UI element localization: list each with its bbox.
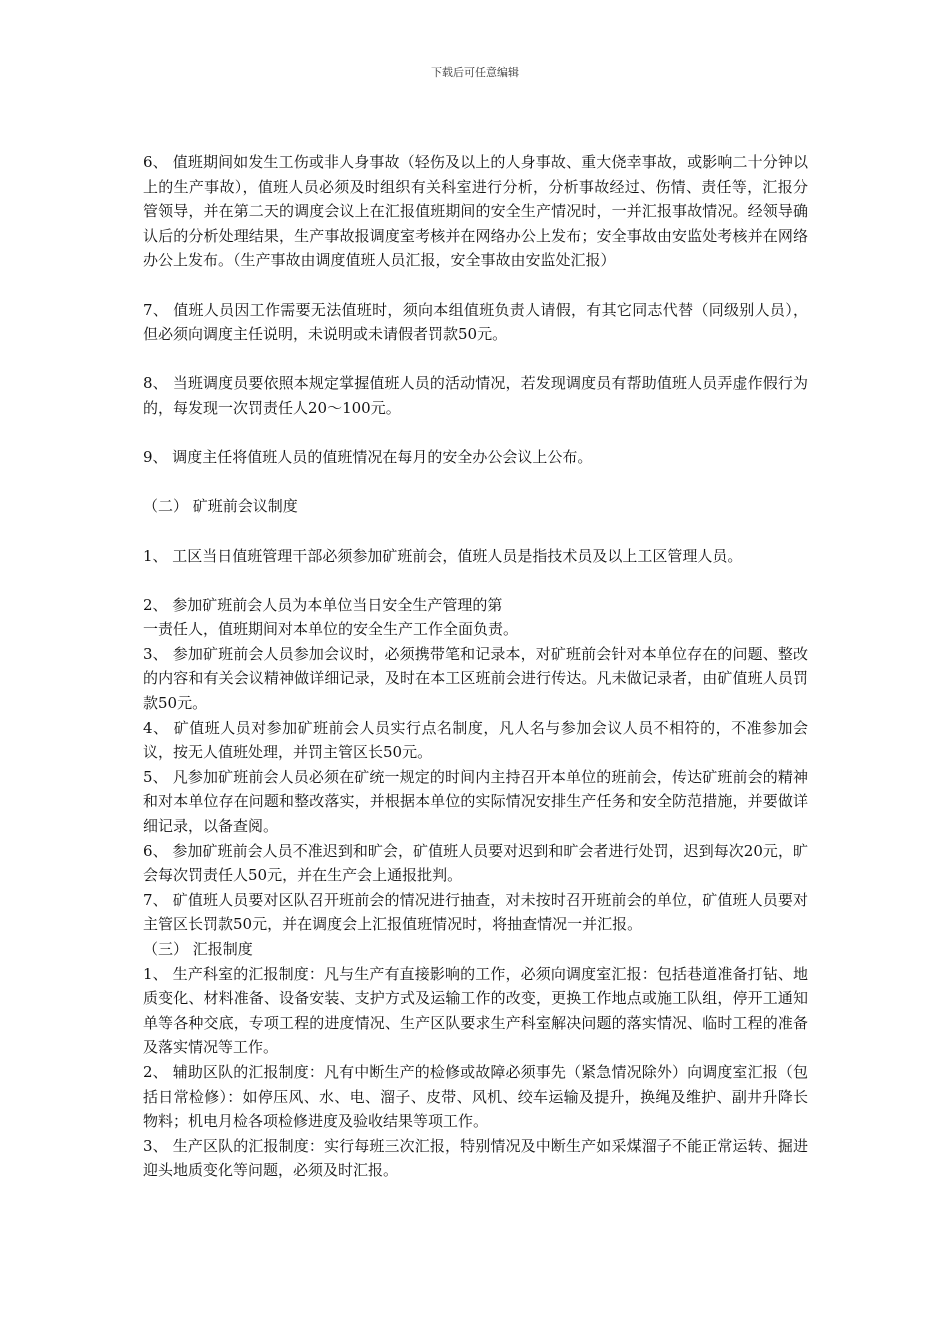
meeting-item-3: 3、 参加矿班前会人员参加会议时，必须携带笔和记录本，对矿班前会针对本单位存在的问题、整改的内容和有关会议精神做详细记录，及时在本工区班前会进行传达。凡未做记录者，由矿值班人员罚款50元。 (143, 644, 808, 713)
meeting-item-4: 4、 矿值班人员对参加矿班前会人员实行点名制度，凡人名与参加会议人员不相符的，不准参加会议，按无人值班处理，并罚主管区长50元。 (143, 718, 808, 762)
paragraph-9-announce: 9、 调度主任将值班人员的值班情况在每月的安全办公会议上公布。 (143, 448, 593, 467)
document-body (143, 150, 808, 1183)
meeting-item-2: 2、 参加矿班前会人员为本单位当日安全生产管理的第 (143, 595, 503, 614)
meeting-item-7: 7、 矿值班人员要对区队召开班前会的情况进行抽查，对未按时召开班前会的单位，矿值班人员要对主管区长罚款50元，并在调度会上汇报值班情况时，将抽查情况一并汇报。 (143, 890, 808, 934)
meeting-item-5: 5、 凡参加矿班前会人员必须在矿统一规定的时间内主持召开本单位的班前会，传达矿班前会的精神和对本单位存在问题和整改落实，并根据本单位的实际情况安排生产任务和安全防范措施，并要做详细记录，以备查阅。 (143, 767, 808, 836)
paragraph-6-accident: 6、 值班期间如发生工伤或非人身事故（轻伤及以上的人身事故、重大侥幸事故，或影响二十分钟以上的生产事故），值班人员必须及时组织有关科室进行分析，分析事故经过、伤情、责任等，汇报分管领导，并在第二天的调度会议上在汇报值班期间的安全生产情况时，一并汇报事故情况。经领导确认后的分析处理结果，生产事故报调度室考核并在网络办公上发布；安全事故由安监处考核并在网络办公上发布。（生产事故由调度值班人员汇报，安全事故由安监处汇报） (143, 153, 808, 270)
report-item-1: 1、 生产科室的汇报制度：凡与生产有直接影响的工作，必须向调度室汇报：包括巷道准备打钻、地质变化、材料准备、设备安装、支护方式及运输工作的改变，更换工作地点或施工队组，停开工通知单等各种交底，专项工程的进度情况、生产区队要求生产科室解决问题的落实情况、临时工程的准备及落实情况等工作。 (143, 964, 808, 1057)
meeting-item-2-cont: 一责任人，值班期间对本单位的安全生产工作全面负责。 (143, 620, 519, 639)
meeting-item-1: 1、 工区当日值班管理干部必须参加矿班前会，值班人员是指技术员及以上工区管理人员。 (143, 546, 743, 565)
page-header: 下载后可任意编辑 (431, 66, 519, 79)
paragraph-8-dispatcher: 8、 当班调度员要依照本规定掌握值班人员的活动情况，若发现调度员有帮助值班人员弄虚作假行为的，每发现一次罚责任人20～100元。 (143, 374, 808, 417)
section-heading-2: （二） 矿班前会议制度 (143, 497, 298, 516)
section-heading-3: （三） 汇报制度 (143, 940, 253, 958)
paragraph-7-leave: 7、 值班人员因工作需要无法值班时，须向本组值班负责人请假，有其它同志代替（同级别人员），但必须向调度主任说明，未说明或未请假者罚款50元。 (143, 300, 808, 344)
report-item-3: 3、 生产区队的汇报制度：实行每班三次汇报，特别情况及中断生产如采煤溜子不能正常运转、掘进迎头地质变化等问题，必须及时汇报。 (143, 1136, 808, 1180)
meeting-item-6: 6、 参加矿班前会人员不准迟到和旷会，矿值班人员要对迟到和旷会者进行处罚，迟到每次20元，旷会每次罚责任人50元，并在生产会上通报批判。 (143, 841, 808, 885)
report-item-2: 2、 辅助区队的汇报制度：凡有中断生产的检修或故障必须事先（紧急情况除外）向调度室汇报（包括日常检修）：如停压风、水、电、溜子、皮带、风机、绞车运输及提升，换绳及维护、副井升降长物料；机电月检各项检修进度及验收结果等项工作。 (143, 1062, 808, 1131)
